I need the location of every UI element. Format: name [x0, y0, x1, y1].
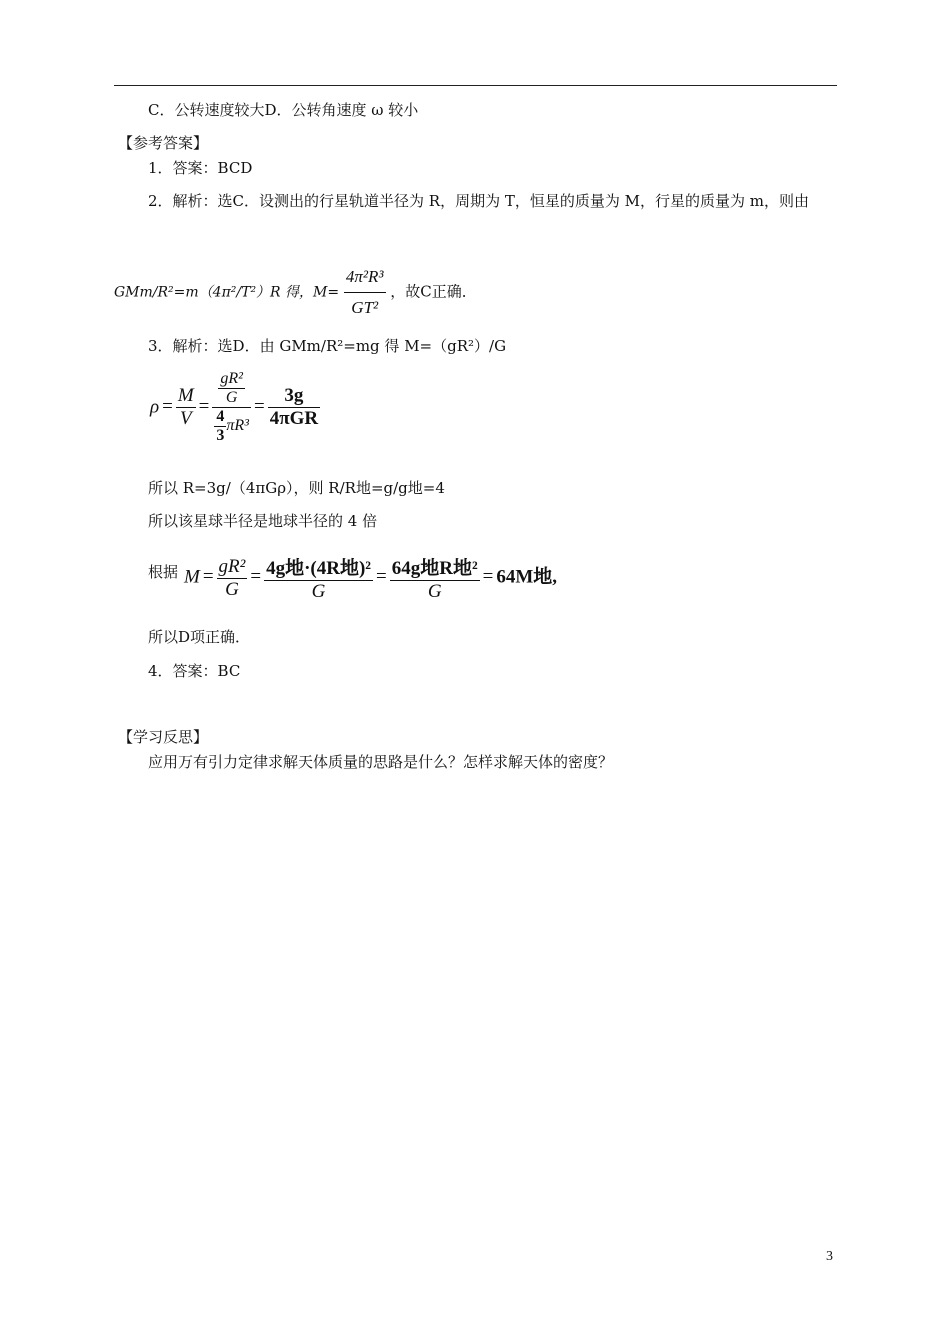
mass-formula: M = $\frac{\text{gR²}}{G}$ = $\frac{\text{4g地·(4R地)²}}{G}$ = $\frac{\text{64g地R地²}}{G}$ = 64M地,	[184, 553, 557, 603]
mass-symbol: M	[184, 566, 200, 588]
answer-1: 1．答案：BCD	[148, 159, 253, 177]
answer-2-formula-prefix: GMm/R²=m（4π²/T²）R 得，M=	[114, 284, 340, 301]
radius-line: 所以 R=3g/（4πGρ），则 R/R地=g/g地=4	[148, 479, 445, 497]
density-compound-fraction	[212, 370, 251, 445]
answer-4: 4．答案：BC	[148, 662, 241, 680]
mass-term-2-num: 4g地·(4R地)²	[266, 558, 371, 579]
radius-conclusion: 所以该星球半径是地球半径的 4 倍	[148, 512, 378, 530]
density-pi-r3: πR³	[226, 417, 249, 435]
answer-2-fraction-numerator: 4π²R³	[345, 267, 384, 286]
answer-2-text: 2．解析：选C．设测出的行星轨道半径为 R，周期为 T，恒星的质量为 M，行星的质量为 m，则由	[148, 192, 809, 210]
density-volume: V	[176, 407, 196, 430]
density-mass-over-volume	[176, 385, 196, 430]
density-symbol: ρ	[150, 396, 160, 418]
density-four-thirds	[214, 408, 226, 445]
density-result-numerator: 3g	[284, 385, 304, 406]
mass-term-3-den: G	[390, 580, 480, 603]
answers-heading: 【参考答案】	[118, 134, 209, 152]
answer-3-text: 3．解析：选D．由 GMm/R²=mg 得 M=（gR²）/G	[148, 337, 507, 355]
mass-term-1-num: gR²	[218, 555, 246, 577]
mass-term-2	[264, 553, 373, 603]
mass-term-3-num: 64g地R地²	[391, 558, 478, 579]
answer-3-conclusion: 所以D项正确．	[148, 628, 251, 646]
answer-2-suffix: ，故C正确．	[390, 282, 477, 301]
reflection-heading: 【学习反思】	[118, 728, 209, 746]
answer-2-fraction-denominator: GT²	[344, 292, 386, 323]
density-formula: ρ = $\frac{M}{V}$ = $\frac{\text{gR²}}{G}$ $\frac{4}{3}$ πR³ = $\frac{3g}{\text{4πGR}}$	[150, 370, 319, 444]
page-number: 3	[826, 1249, 833, 1264]
mass-term-3	[390, 553, 480, 603]
options-line: C．公转速度较大D．公转角速度 ω 较小	[148, 101, 419, 119]
mass-intro: 根据	[148, 563, 179, 581]
density-mass: M	[177, 385, 194, 406]
mass-term-1-den: G	[217, 578, 248, 601]
mass-term-1	[217, 556, 248, 601]
mass-term-2-den: G	[264, 580, 373, 603]
density-mass-expression	[218, 370, 245, 407]
density-result	[268, 385, 320, 430]
header-rule	[114, 85, 837, 86]
mass-result: 64M地,	[496, 566, 558, 588]
density-result-denominator: 4πGR	[269, 408, 319, 429]
density-four: 4	[216, 408, 225, 425]
density-three: 3	[216, 427, 225, 444]
density-g-den: G	[218, 388, 245, 407]
answer-2-fraction	[344, 262, 386, 323]
density-g-r2: gR²	[220, 370, 243, 387]
answer-2-formula-line	[114, 262, 477, 323]
reflection-question: 应用万有引力定律求解天体质量的思路是什么？怎样求解天体的密度？	[148, 753, 614, 771]
